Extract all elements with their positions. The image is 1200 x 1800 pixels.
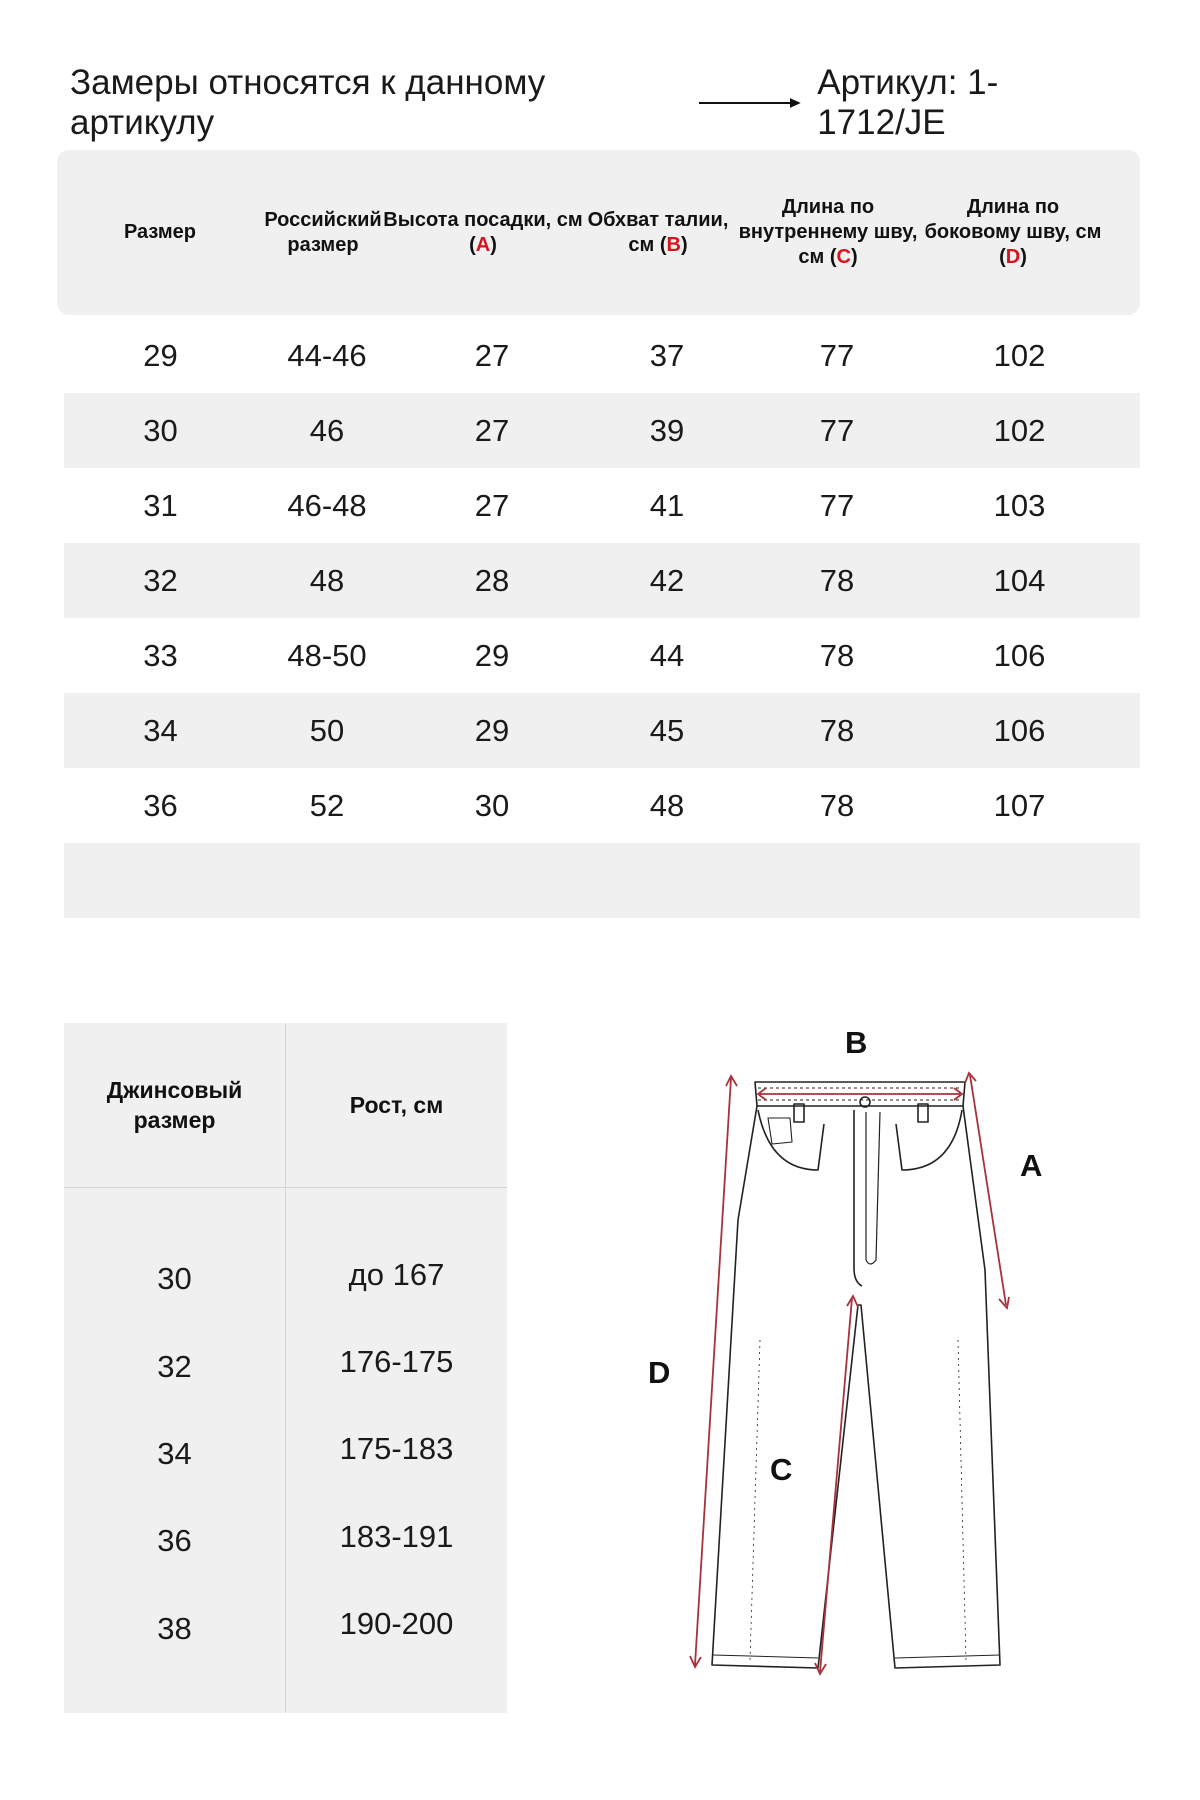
table-row xyxy=(64,318,1140,393)
table-cell: 50 xyxy=(309,712,345,748)
table-cell: 107 xyxy=(993,787,1046,823)
table-cell: 38 xyxy=(157,1611,192,1646)
table-cell: 37 xyxy=(649,337,685,373)
table-row xyxy=(64,468,1140,543)
table-cell: 48 xyxy=(649,787,685,823)
height-table xyxy=(64,1023,507,1713)
table-cell: 30 xyxy=(143,412,178,448)
table-cell: 41 xyxy=(649,487,685,523)
table-cell: 34 xyxy=(143,712,178,748)
label-c: C xyxy=(770,1452,793,1487)
table-row xyxy=(64,393,1140,468)
table-cell: 48 xyxy=(309,562,345,598)
table-cell: 27 xyxy=(474,337,510,373)
table-cell: 36 xyxy=(143,787,178,823)
size-table-header xyxy=(57,150,1140,315)
table-row xyxy=(64,618,1140,693)
table-cell: 29 xyxy=(143,337,178,373)
header xyxy=(70,63,1120,142)
table-cell: 175-183 xyxy=(339,1431,454,1466)
header-height: Рост, см xyxy=(349,1092,444,1118)
table-cell: 42 xyxy=(649,562,685,598)
table-cell: 29 xyxy=(474,637,510,673)
table-cell: 31 xyxy=(143,487,178,523)
table-cell: 44-46 xyxy=(287,337,367,373)
table-cell: 32 xyxy=(157,1349,192,1384)
table-row xyxy=(64,543,1140,618)
header-size: Размер xyxy=(123,221,197,243)
table-cell: 27 xyxy=(474,487,510,523)
table-cell: 103 xyxy=(993,487,1046,523)
table-cell: 77 xyxy=(819,337,855,373)
table-cell: 28 xyxy=(474,562,510,598)
size-table xyxy=(57,150,1140,918)
table-row xyxy=(64,1419,507,1479)
table-cell: 183-191 xyxy=(339,1519,454,1554)
label-d: D xyxy=(648,1355,671,1390)
table-cell: 78 xyxy=(819,712,855,748)
label-a: A xyxy=(1020,1148,1043,1183)
table-cell: 44 xyxy=(649,637,685,673)
size-table-body xyxy=(64,318,1140,918)
table-row-empty xyxy=(64,843,1140,918)
header-inseam: Длина по внутреннему шву, см (C) xyxy=(738,196,918,268)
jeans-measurement-diagram xyxy=(640,1020,1080,1680)
table-cell: 29 xyxy=(474,712,510,748)
table-cell: 34 xyxy=(157,1436,192,1471)
table-cell: 77 xyxy=(819,412,855,448)
table-cell: 102 xyxy=(993,337,1046,373)
label-b: B xyxy=(845,1025,868,1060)
header-jeans-size: Джинсовый размер xyxy=(106,1077,243,1133)
table-row xyxy=(64,693,1140,768)
table-cell: 39 xyxy=(649,412,685,448)
table-cell: 46 xyxy=(309,412,345,448)
header-waist: Обхват талии, см (B) xyxy=(587,208,729,256)
table-cell: 106 xyxy=(993,637,1046,673)
table-cell: 104 xyxy=(993,562,1046,598)
table-row xyxy=(64,1332,507,1392)
table-cell: 106 xyxy=(993,712,1046,748)
table-row xyxy=(64,768,1140,843)
table-cell: 102 xyxy=(993,412,1046,448)
table-cell: 190-200 xyxy=(339,1606,454,1641)
table-row xyxy=(64,1245,507,1305)
table-row xyxy=(64,1594,507,1654)
table-cell: 27 xyxy=(474,412,510,448)
table-cell: 78 xyxy=(819,562,855,598)
table-cell: 78 xyxy=(819,787,855,823)
table-cell: 176-175 xyxy=(339,1344,454,1379)
article-number: Артикул: 1-1712/JE xyxy=(817,63,999,142)
table-cell: 78 xyxy=(819,637,855,673)
table-row xyxy=(64,1507,507,1567)
table-cell: 30 xyxy=(474,787,510,823)
table-cell: 46-48 xyxy=(287,487,367,523)
table-cell: 52 xyxy=(309,787,345,823)
header-divider xyxy=(64,1187,507,1188)
table-cell: 30 xyxy=(157,1261,192,1296)
table-cell: 36 xyxy=(157,1523,192,1558)
arrow-right-icon xyxy=(699,96,801,110)
header-left-text: Замеры относятся к данному артикулу xyxy=(70,63,546,142)
table-cell: 77 xyxy=(819,487,855,523)
jeans-outline-icon xyxy=(640,1020,1080,1680)
header-outseam: Длина по боковому шву, см (D) xyxy=(924,196,1102,268)
table-cell: 33 xyxy=(143,637,178,673)
header-rise-height: Высота посадки, см (A) xyxy=(383,208,583,256)
table-cell: 32 xyxy=(143,562,178,598)
table-cell: 48-50 xyxy=(287,637,367,673)
table-cell: до 167 xyxy=(348,1257,445,1292)
table-cell: 45 xyxy=(649,712,685,748)
header-russian-size: Российский размер xyxy=(264,208,382,256)
